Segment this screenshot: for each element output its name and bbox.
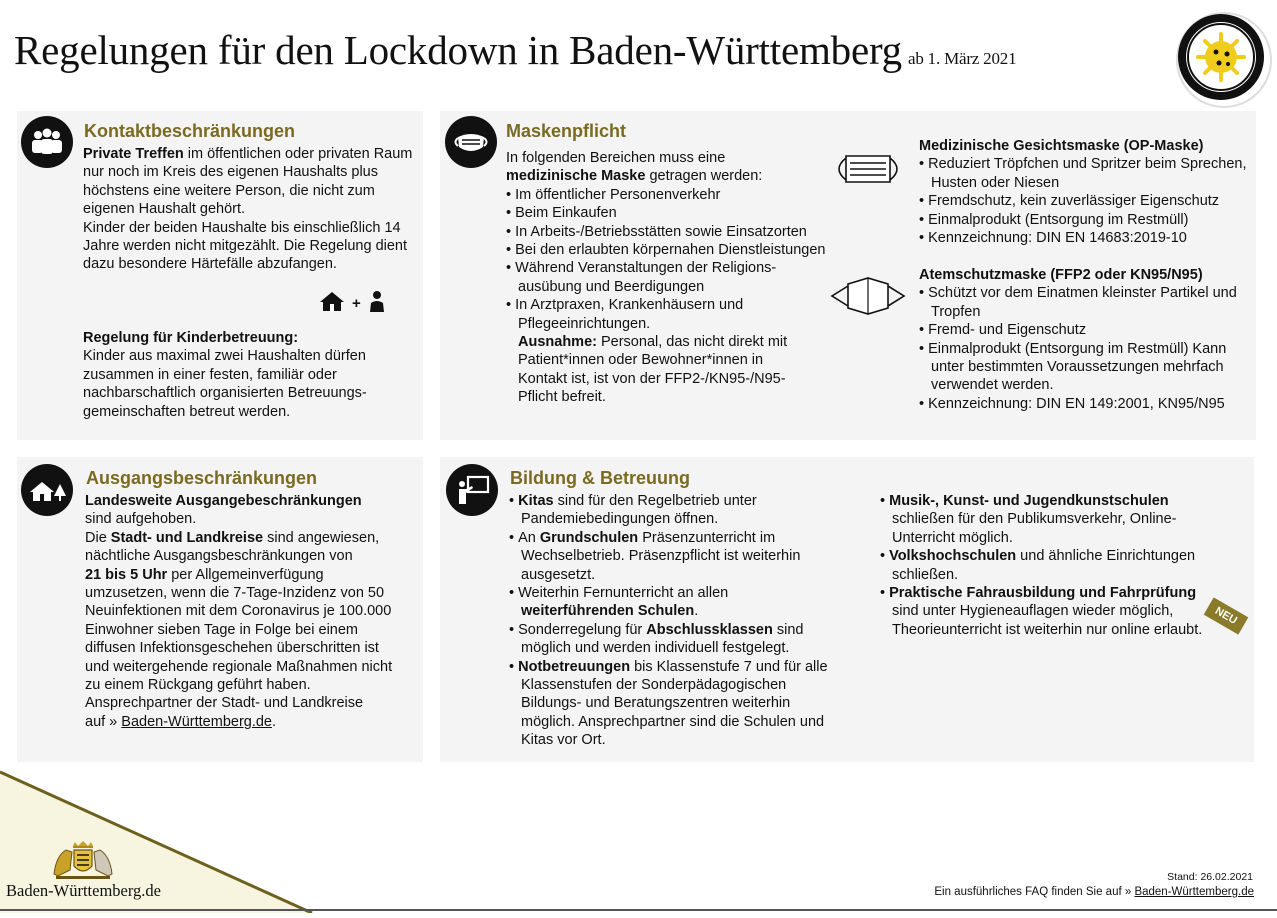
list-item: • Kennzeichnung: DIN EN 149:2001, KN95/N95	[919, 395, 1249, 413]
list-item: • Schützt vor dem Einatmen kleinster Partikel und Tropfen	[919, 284, 1249, 321]
faq-line: Ein ausführliches FAQ finden Sie auf » Baden-Württemberg.de	[934, 886, 1254, 898]
list-item: • Einmalprodukt (Entsorgung im Restmüll) Kann unter bestimmten Voraussetzungen mehrfach verwendet werden.	[919, 340, 1249, 395]
list-item: • In Arztpraxen, Krankenhäusern und Pflegeeinrichtungen.	[506, 296, 836, 333]
list-item: • Weiterhin Fernunterricht an allen weiterführenden Schulen.	[509, 584, 831, 621]
list-item: • Während Veranstaltungen der Religions-ausübung und Beerdigungen	[506, 259, 836, 296]
face-mask-icon	[445, 116, 497, 168]
ausgang-text: Landesweite Ausgangebeschränkungen sind aufgehoben. Die Stadt- und Landkreise sind angewiesen, nächtliche Ausgangsbeschränkungen von 21 bis 5 Uhr per Allgemeinverfügung umzusetzen, wenn die 7-Tage-Inzidenz von 50 Neuinfektionen mit dem Coronavirus je 100.000 Einwohner sieben Tage in Folge bei einem diffusen Infektionsgeschehen überschritten ist und weitergehende regionale Maßnahmen nicht zu einem Rückgang geführt haben. Ansprechpartner der Stadt- und Landkreise auf » Baden-Württemberg.de.	[85, 493, 393, 730]
ausgang-title: Ausgangsbeschränkungen	[86, 468, 318, 488]
list-item: • Fremdschutz, kein zuverlässiger Eigenschutz	[919, 192, 1249, 210]
coat-of-arms-logo	[48, 840, 118, 882]
bottom-rule	[0, 909, 1277, 911]
kontakt-title: Kontaktbeschränkungen	[84, 121, 296, 141]
list-item: • Sonderregelung für Abschlussklassen sind möglich und werden individuell festgelegt.	[509, 621, 831, 658]
list-item: • Kitas sind für den Regelbetrieb unter Pandemiebedingungen öffnen.	[509, 492, 831, 529]
title-subtitle: ab 1. März 2021	[907, 49, 1017, 68]
page-title	[14, 26, 1016, 83]
bildung-title: Bildung & Betreuung	[510, 468, 690, 488]
bildung-left-list	[509, 492, 831, 750]
people-group-icon	[21, 116, 73, 168]
list-item: • An Grundschulen Präsenzunterricht im Wechselbetrieb. Präsenzpflicht ist weiterhin ausgesetzt.	[509, 529, 831, 584]
ausgang-link[interactable]: Baden-Württemberg.de	[121, 713, 272, 730]
list-item: • Einmalprodukt (Entsorgung im Restmüll)	[919, 211, 1249, 229]
neu-badge: NEU	[1204, 597, 1249, 634]
masken-title: Maskenpflicht	[506, 121, 627, 141]
masken-bereiche: In folgenden Bereichen muss eine medizinische Maske getragen werden: • Im öffentlicher Personenverkehr • Beim Einkaufen • In Arbeits-/Betriebsstätten sowie Einsatzorten • Bei den erlaubten körpernahen Dienstleistungen • Während Veranstaltungen der Religions-ausübung und Beerdigungen • In Arztpraxen, Krankenhäusern und Pflegeeinrichtungen. Ausnahme: Personal, das nicht direkt mit Patient*innen oder Bewohner*innen in Kontakt ist, ist von der FFP2-/KN95-/N95-Pflicht befreit.	[506, 149, 836, 407]
op-mask-info: Medizinische Gesichtsmaske (OP-Maske) • Reduziert Tröpfchen und Spritzer beim Sprechen, Husten oder Niesen • Fremdschutz, kein zuverlässiger Eigenschutz • Einmalprodukt (Entsorgung im Restmüll) • Kennzeichnung: DIN EN 14683:2019-10	[919, 137, 1249, 247]
corona-badge-icon	[1174, 10, 1274, 110]
faq-link[interactable]: Baden-Württemberg.de	[1134, 886, 1254, 898]
list-item: • Bei den erlaubten körpernahen Dienstleistungen	[506, 241, 836, 259]
plus-sign: +	[352, 295, 361, 312]
list-item: • Beim Einkaufen	[506, 204, 836, 222]
list-item: • Im öffentlicher Personenverkehr	[506, 186, 836, 204]
bildung-right-list	[880, 492, 1225, 639]
list-item: • Musik-, Kunst- und Jugendkunstschulen schließen für den Publikumsverkehr, Online-Unterricht möglich.	[880, 492, 1225, 547]
teacher-board-icon	[446, 464, 498, 516]
kontakt-text: Private Treffen im öffentlichen oder privaten Raum nur noch im Kreis des eigenen Haushalts plus höchstens eine weitere Person, die nicht zum eigenen Haushalt gehört. Kinder der beiden Haushalte bis einschließlich 14 Jahre werden nicht mitgezählt. Die Regelung dient dazu besondere Härtefälle abzufangen.	[83, 146, 413, 273]
list-item: • Fremd- und Eigenschutz	[919, 321, 1249, 339]
stand-date: Stand: 26.02.2021	[1167, 871, 1253, 883]
list-item: • Notbetreuungen bis Klassenstufe 7 und für alle Klassenstufen der Sonderpädagogischen Bildungs- und Beratungszentren weiterhin möglich. Ansprechpartner sind die Schulen und Kitas vor Ort.	[509, 658, 831, 750]
house-tree-icon	[21, 464, 73, 516]
ffp2-mask-info: Atemschutzmaske (FFP2 oder KN95/N95) • Schützt vor dem Einatmen kleinster Partikel und Tropfen • Fremd- und Eigenschutz • Einmalprodukt (Entsorgung im Restmüll) Kann unter bestimmten Voraussetzungen mehrfach verwendet werden. • Kennzeichnung: DIN EN 149:2001, KN95/N95	[919, 266, 1249, 413]
kinder-text: Regelung für Kinderbetreuung: Kinder aus maximal zwei Haushalten dürfen zusammen in einer festen, familiär oder nachbarschaftlich organisierten Betreuungs-gemeinschaften betreut werden.	[83, 330, 367, 420]
list-item: • Reduziert Tröpfchen und Spritzer beim Sprechen, Husten oder Niesen	[919, 155, 1249, 192]
title-main: Regelungen für den Lockdown in Baden-Württemberg	[14, 27, 902, 73]
ffp2-mask-icon	[830, 276, 906, 316]
list-item: • Kennzeichnung: DIN EN 14683:2019-10	[919, 229, 1249, 247]
household-plus-person-icon	[318, 289, 390, 313]
footer-logo-text: Baden-Württemberg.de	[6, 881, 162, 900]
list-item: • Praktische Fahrausbildung und Fahrprüfung sind unter Hygieneauflagen wieder möglich, Theorieunterricht ist weiterhin nur online erlaubt.	[880, 584, 1225, 639]
op-mask-icon	[830, 152, 906, 186]
list-item: • In Arbeits-/Betriebsstätten sowie Einsatzorten	[506, 223, 836, 241]
list-item: • Volkshochschulen und ähnliche Einrichtungen schließen.	[880, 547, 1225, 584]
